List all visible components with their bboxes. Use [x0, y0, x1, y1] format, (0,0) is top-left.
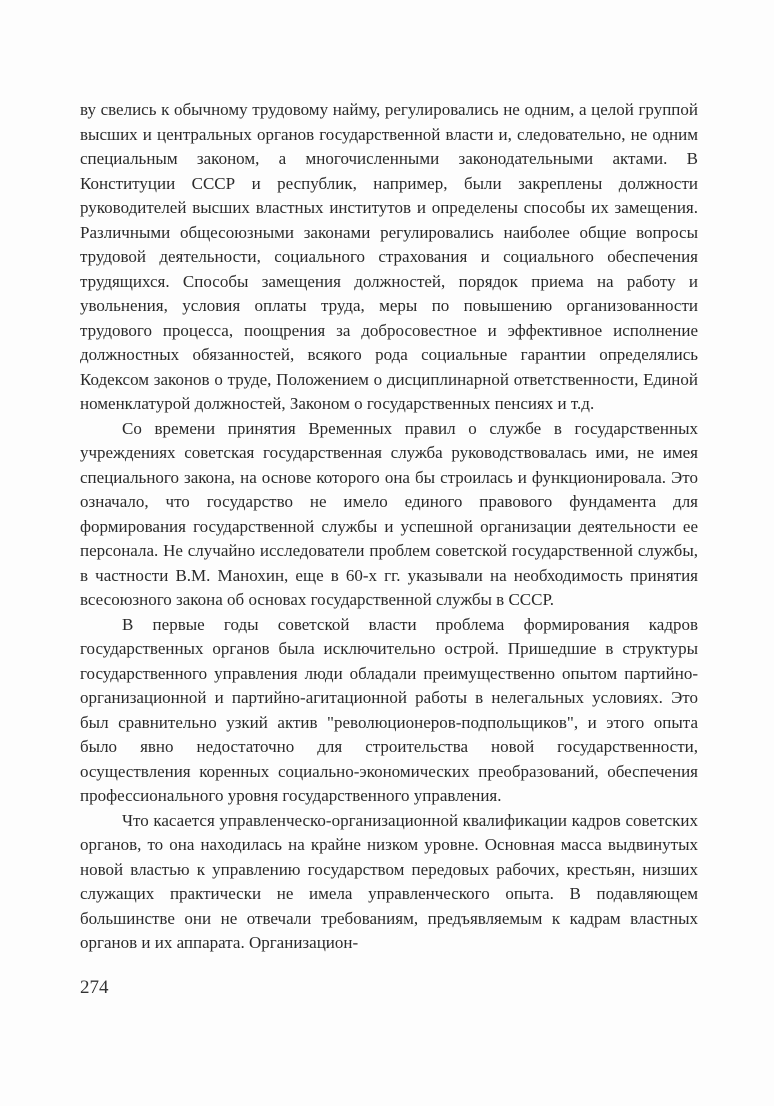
body-text — [80, 98, 698, 956]
paragraph: Со времени принятия Временных правил о службе в государственных учреждениях советская государственная служба руководствовалась ими, не имея специального закона, на основе которого она бы строилась и функционировала. Это означало, что государство не имело единого правового фундамента для формирования государственной службы и успешной организации деятельности ее персонала. Не случайно исследователи проблем советской государственной службы, в частности В.М. Манохин, еще в 60-х гг. указывали на необходимость принятия всесоюзного закона об основах государственной службы в СССР. — [80, 418, 698, 609]
page-number: 274 — [80, 977, 109, 998]
paragraph: В первые годы советской власти проблема формирования кадров государственных органов была исключительно острой. Пришедшие в структуры государственного управления люди обладали преимущественно опытом партийно-организационной и партийно-агитационной работы в нелегальных условиях. Это был сравнительно узкий актив "революционеров-подпольщиков", и этого опыта было явно недостаточно для строительства новой государственности, осуществления коренных социально-экономических преобразований, обеспечения профессионального уровня государственного управления. — [80, 614, 698, 805]
paragraph: Что касается управленческо-организационной квалификации кадров советских органов, то она находилась на крайне низком уровне. Основная масса выдвинутых новой властью к управлению государством передовых рабочих, крестьян, низших служащих практически не имела управленческого опыта. В подавляющем большинстве они не отвечали требованиям, предъявляемым к кадрам властных органов и их аппарата. Организацион- — [80, 810, 698, 952]
paragraph-continued: ву свелись к обычному трудовому найму, регулировались не одним, а целой группой высших и центральных органов государственной власти и, следовательно, не одним специальным законом, а многочисленными законодательными актами. В Конституции СССР и республик, например, были закреплены должности руководителей высших властных институтов и определены способы их замещения. Различными общесоюзными законами регулировались наиболее общие вопросы трудовой деятельности, социального страхования и социального обеспечения трудящихся. Способы замещения должностей, порядок приема на работу и увольнения, условия оплаты труда, меры по повышению организованности трудового процесса, поощрения за добросовестное и эффективное исполнение должностных обязанностей, всякого рода социальные гарантии определялись Кодексом законов о труде, Положением о дисциплинарной ответственности, Единой номенклатурой должностей, Законом о государственных пенсиях и т.д. — [80, 100, 698, 413]
